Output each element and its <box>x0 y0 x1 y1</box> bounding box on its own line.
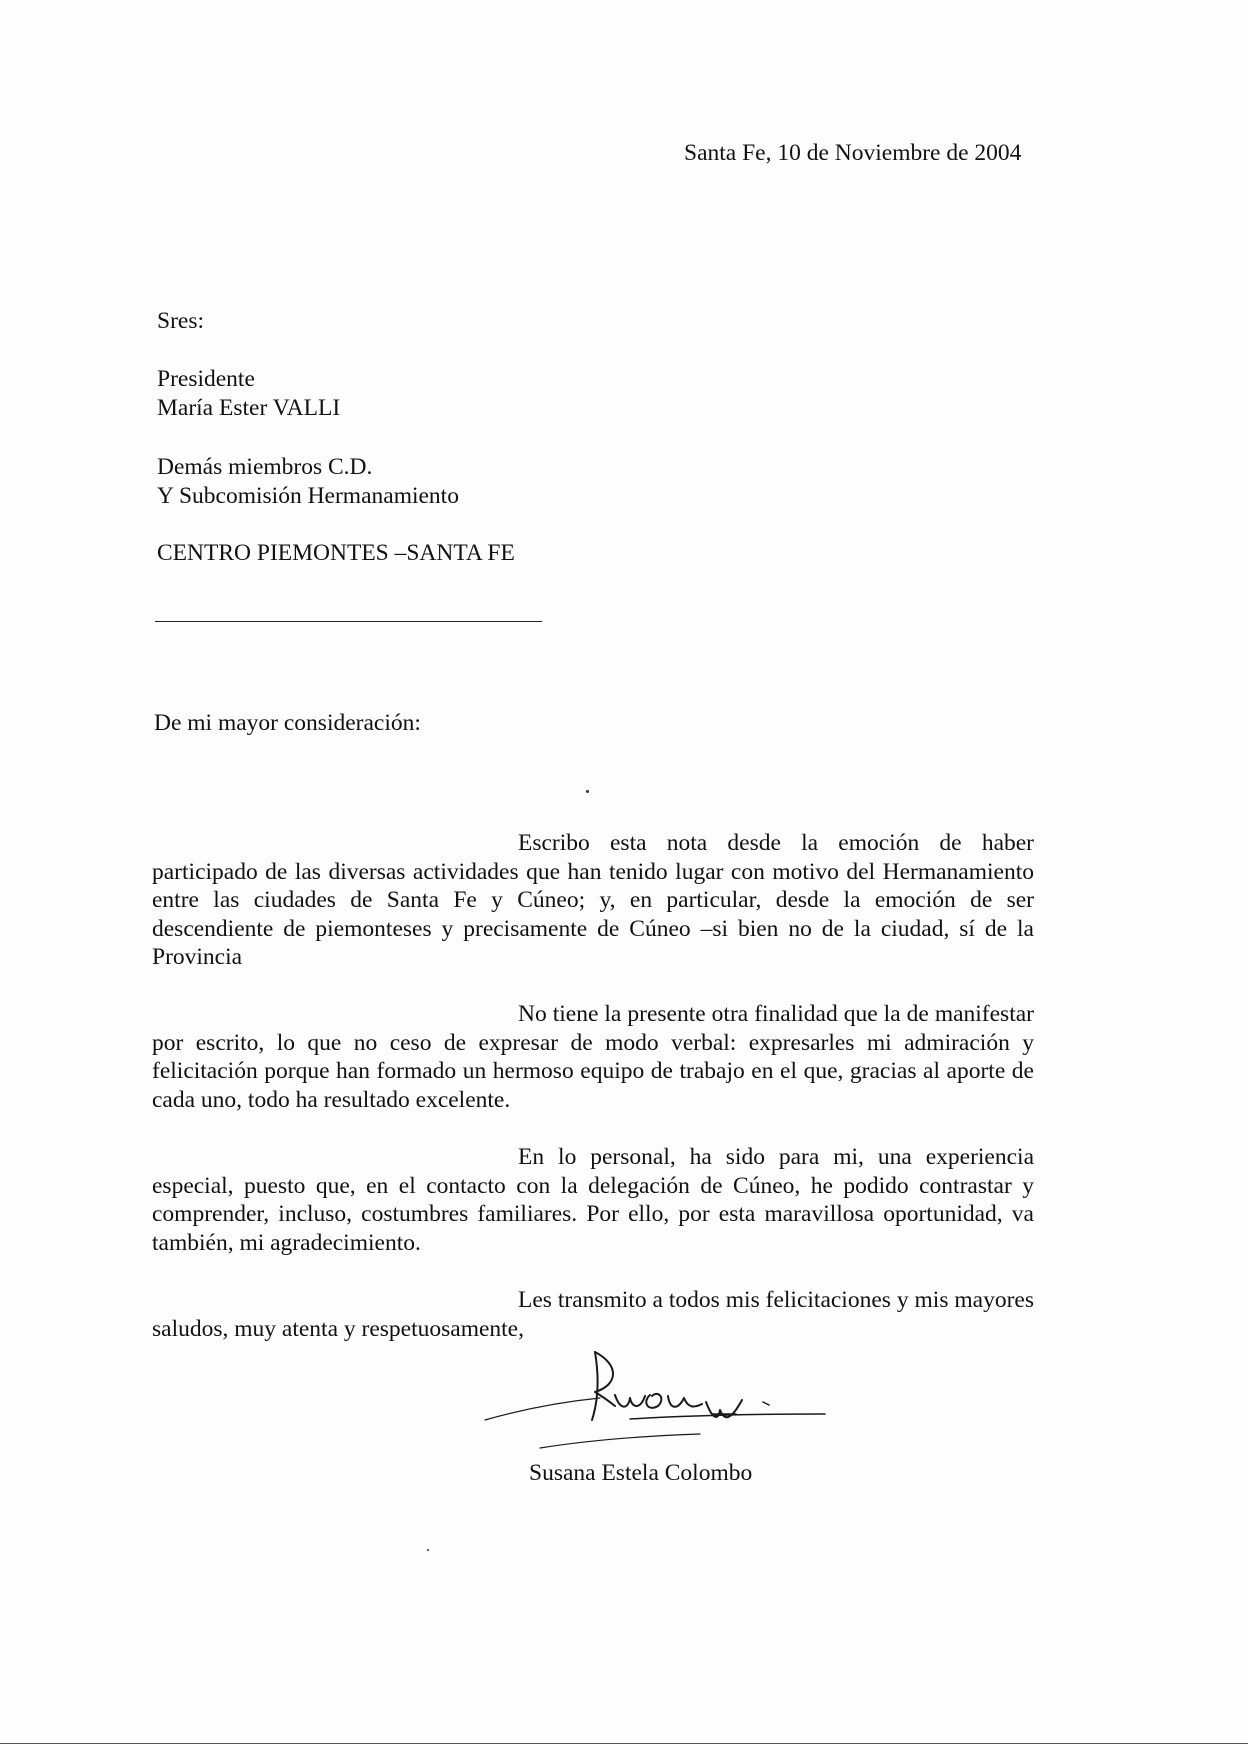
handwritten-signature <box>480 1340 830 1460</box>
body-paragraph-1: Escribo esta nota desde la emoción de haber participado de las diversas actividades que han tenido lugar con motivo del Hermanamiento entre las ciudades de Santa Fe y Cúneo; y, en particular, desde la emoción de ser descendiente de piemonteses y precisamente de Cúneo –si bien no de la ciudad, sí de la Provincia <box>152 830 1034 970</box>
organization-name: CENTRO PIEMONTES –SANTA FE <box>157 540 515 566</box>
recipient-group-line2: Y Subcomisión Hermanamiento <box>157 483 459 509</box>
body-paragraph-4: Les transmito a todos mis felicitaciones y mis mayores saludos, muy atenta y respetuosamente, <box>152 1287 1034 1342</box>
body-paragraph-2: No tiene la presente otra finalidad que la de manifestar por escrito, lo que no ceso de expresar de modo verbal: expresarles mi admiración y felicitación porque han formado un hermoso equipo de trabajo en el que, gracias al aporte de cada uno, todo ha resultado excelente. <box>152 1001 1034 1113</box>
letter-date: Santa Fe, 10 de Noviembre de 2004 <box>684 140 1022 166</box>
body-paragraph-3: En lo personal, ha sido para mi, una experiencia especial, puesto que, en el contacto con la delegación de Cúneo, he podido contrastar y comprender, incluso, costumbres familiares. Por ello, por esta maravillosa oportunidad, va también, mi agradecimiento. <box>152 1144 1034 1256</box>
recipient-title: Presidente <box>157 366 255 392</box>
signer-name: Susana Estela Colombo <box>529 1460 753 1486</box>
salutation-to: Sres: <box>157 308 204 334</box>
paper-speck <box>427 1549 429 1551</box>
greeting: De mi mayor consideración: <box>154 710 421 736</box>
scan-edge-line <box>0 1743 1248 1744</box>
paper-speck <box>586 790 589 793</box>
recipient-name: María Ester VALLI <box>157 395 341 421</box>
separator-line <box>155 621 542 622</box>
recipient-group-line1: Demás miembros C.D. <box>157 454 373 480</box>
